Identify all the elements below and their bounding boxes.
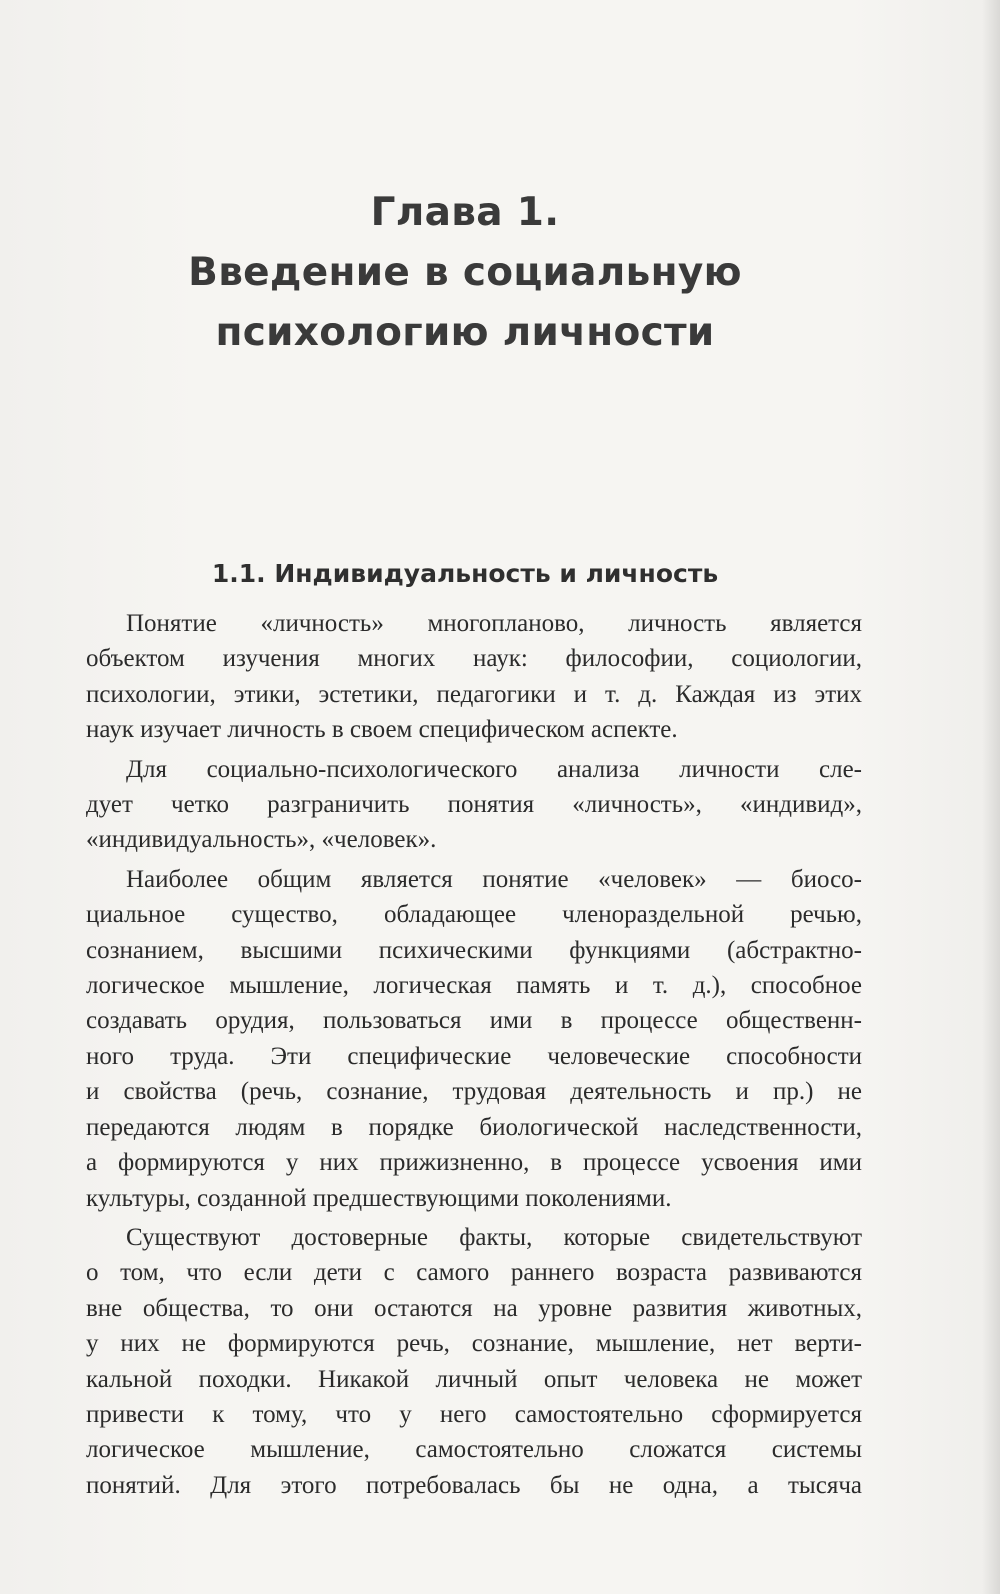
chapter-number: Глава 1.	[370, 190, 560, 235]
paragraph	[86, 606, 862, 748]
text-line: ного труда. Эти специфические человеческие способности	[86, 1042, 862, 1070]
text-line: культуры, созданной предшествующими поколениями.	[86, 1184, 672, 1212]
text-line: о том, что если дети с самого раннего возраста развиваются	[86, 1259, 862, 1287]
text-line: и свойства (речь, сознание, трудовая деятельность и пр.) не	[86, 1078, 862, 1106]
text-line: кальной походки. Никакой личный опыт человека не может	[86, 1365, 862, 1393]
text-line: «индивидуальность», «человек».	[86, 826, 437, 854]
paragraph	[86, 862, 862, 1216]
body-text	[86, 606, 862, 1507]
text-line: сознанием, высшими психическими функциями (абстрактно-	[86, 936, 862, 964]
text-line: Понятие «личность» многопланово, личность является	[126, 610, 862, 637]
text-line: передаются людям в порядке биологической наследственности,	[86, 1113, 862, 1141]
text-line: Наиболее общим является понятие «человек» — биосо-	[126, 865, 862, 893]
text-line: а формируются у них прижизненно, в процессе усвоения ими	[86, 1149, 862, 1177]
page-edge-shadow	[982, 0, 1000, 1594]
chapter-title-line-2: психологию личности	[215, 310, 715, 355]
text-line: Существуют достоверные факты, которые свидетельствуют	[126, 1223, 862, 1251]
text-line: циальное существо, обладающее членораздельной речью,	[86, 901, 862, 929]
text-line: Для социально-психологического анализа личности сле-	[126, 755, 862, 783]
text-line: привести к тому, что у него самостоятельно сформируется	[86, 1400, 862, 1428]
paragraph	[86, 752, 862, 858]
text-line: логическое мышление, логическая память и т. д.), способное	[86, 972, 862, 1000]
text-line: логическое мышление, самостоятельно сложатся системы	[86, 1436, 862, 1464]
text-line: у них не формируются речь, сознание, мышление, нет верти-	[86, 1330, 862, 1358]
text-line: вне общества, то они остаются на уровне развития животных,	[86, 1294, 862, 1322]
text-line: понятий. Для этого потребовалась бы не одна, а тысяча	[86, 1471, 862, 1499]
chapter-heading	[150, 183, 780, 363]
text-line: психологии, этики, эстетики, педагогики и т. д. Каждая из этих	[86, 680, 862, 708]
section-heading: 1.1. Индивидуальность и личность	[211, 559, 719, 588]
text-line: дует четко разграничить понятия «личность», «индивид»,	[86, 791, 862, 819]
chapter-title-line-1: Введение в социальную	[188, 250, 742, 295]
text-line: наук изучает личность в своем специфическом аспекте.	[86, 716, 678, 744]
text-line: объектом изучения многих наук: философии, социологии,	[86, 645, 862, 673]
paragraph	[86, 1220, 862, 1503]
text-line: создавать орудия, пользоваться ими в процессе общественн-	[86, 1007, 862, 1035]
